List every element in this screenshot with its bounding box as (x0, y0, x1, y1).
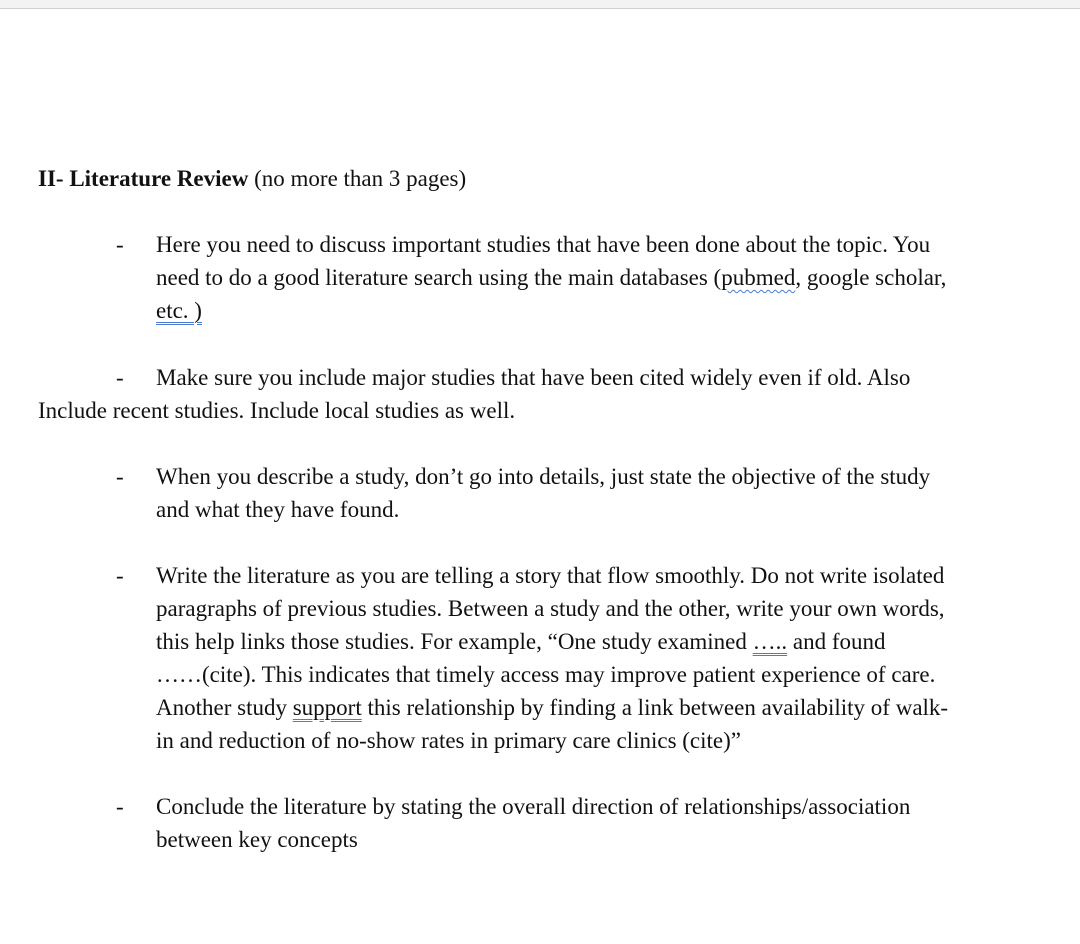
grammar-flag[interactable]: ….. (752, 629, 788, 654)
bullet-marker: - (116, 365, 124, 390)
bullet-4-line-2: paragraphs of previous studies. Between a study and the other, write your own words, (156, 596, 945, 621)
bullet-2-line-2: Include recent studies. Include local studies as well. (38, 398, 516, 423)
section-heading (38, 162, 466, 195)
bullet-4-line-3 (156, 625, 886, 658)
bullet-1-text: need to do a good literature search using the main databases ( (156, 265, 722, 290)
bullet-3-line-1: When you describe a study, don’t go into details, just state the objective of the study (156, 464, 931, 489)
bullet-4-text: Another study (156, 695, 293, 720)
bullet-1-text: , google scholar, (795, 265, 947, 290)
bullet-4-line-1: Write the literature as you are telling a story that flow smoothly. Do not write isolated (156, 563, 945, 588)
bullet-marker: - (116, 794, 124, 819)
section-number: II- (38, 166, 64, 191)
bullet-1-line-1: Here you need to discuss important studies that have been done about the topic. You (156, 232, 931, 257)
bullet-5-line-2: between key concepts (156, 827, 358, 852)
grammar-flag[interactable]: support (292, 695, 362, 720)
bullet-5-line-1: Conclude the literature by stating the overall direction of relationships/association (156, 794, 911, 819)
section-title: Literature Review (69, 166, 249, 191)
bullet-marker: - (116, 563, 124, 588)
bullet-4-text: this relationship by finding a link between availability of walk- (361, 695, 949, 720)
section-note: (no more than 3 pages) (254, 166, 467, 191)
bullet-1-line-3 (156, 294, 202, 327)
bullet-4-line-5 (156, 691, 948, 724)
bullet-4-text: this help links those studies. For example, “One study examined (156, 629, 753, 654)
spellcheck-word[interactable]: pubmed (721, 265, 796, 290)
bullet-3-line-2: and what they have found. (156, 497, 400, 522)
bullet-4-line-6: in and reduction of no-show rates in primary care clinics (cite)” (156, 728, 741, 753)
bullet-marker: - (116, 464, 124, 489)
bullet-2-line-1: Make sure you include major studies that have been cited widely even if old. Also (156, 365, 911, 390)
bullet-4-text: and found (787, 629, 886, 654)
bullet-4-line-4: ……(cite). This indicates that timely access may improve patient experience of care. (156, 662, 936, 687)
bullet-marker: - (116, 232, 124, 257)
bullet-1-line-2 (156, 261, 946, 294)
grammar-flag[interactable]: etc. ) (156, 298, 202, 323)
